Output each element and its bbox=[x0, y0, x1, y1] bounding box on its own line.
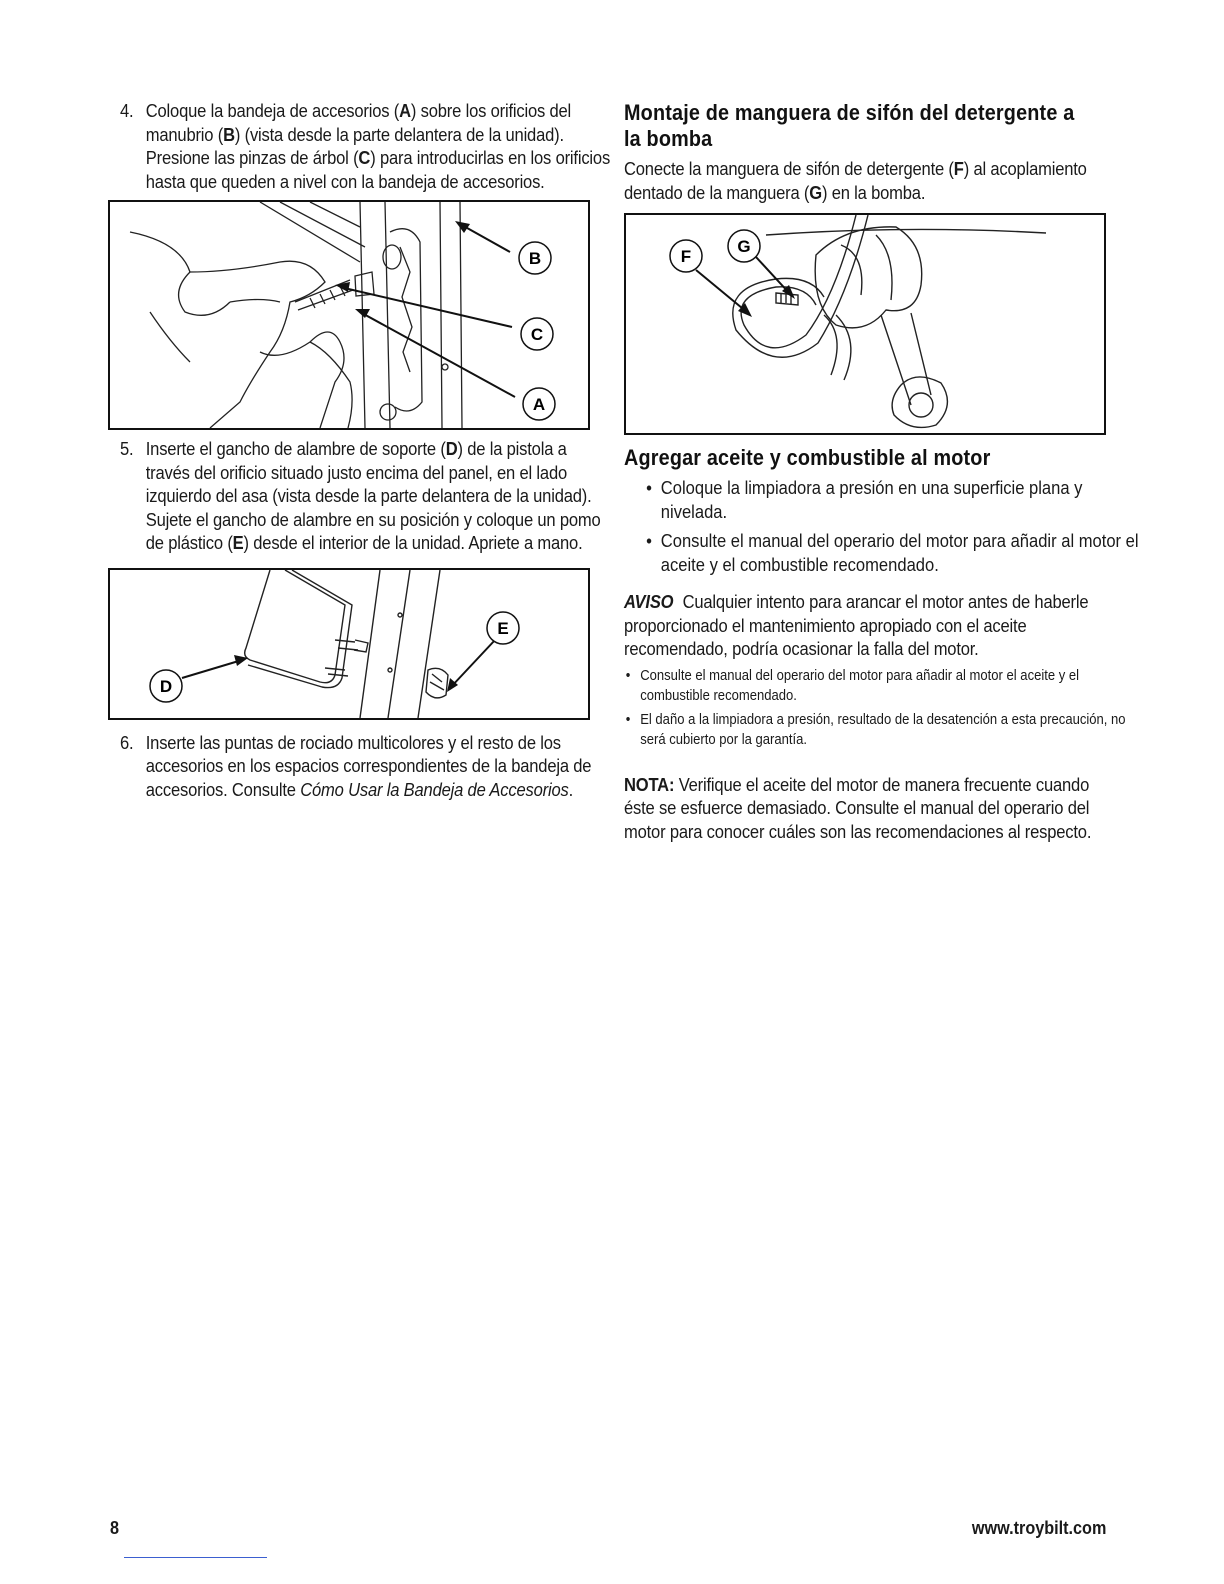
label-a: A bbox=[532, 395, 546, 414]
website-url: www.troybilt.com bbox=[971, 1518, 1106, 1538]
label-c: C bbox=[530, 325, 544, 344]
nota-label: NOTA: bbox=[624, 774, 675, 795]
left-column bbox=[120, 100, 611, 802]
illustration-pump-siphon bbox=[626, 215, 1104, 433]
label-f: F bbox=[680, 247, 692, 266]
aviso-label: AVISO bbox=[624, 592, 674, 612]
list-item: • Consulte el manual del operario del motor para añadir al motor el aceite y el combustible recomendado. bbox=[624, 530, 1139, 577]
step-4: 4. Coloque la bandeja de accesorios (A) sobre los orificios del manubrio (B) (vista desde la parte delantera de la unidad). Presione las pinzas de árbol (C) para introducirlas en los orificios hasta que queden a nivel con la bandeja de accesorios. bbox=[120, 101, 611, 192]
callout-b bbox=[455, 221, 551, 274]
step-number: 4. bbox=[120, 101, 134, 121]
nota-paragraph: NOTA: Verifique el aceite del motor de manera frecuente cuando éste se esfuerce demasiado. Consulte el manual del operario del motor para conocer cuáles son las recomendaciones al respecto. bbox=[624, 774, 1092, 842]
label-d: D bbox=[159, 676, 173, 696]
list-item: • El daño a la limpiadora a presión, resultado de la desatención a esta precaución, no será cubierto por la garantía. bbox=[624, 710, 1126, 750]
siphon-paragraph: Conecte la manguera de sifón de detergente (F) al acoplamiento dentado de la manguera (G) en la bomba. bbox=[624, 159, 1087, 203]
footer-rule bbox=[124, 1557, 267, 1558]
heading-oil-fuel: Agregar aceite y combustible al motor bbox=[624, 445, 991, 470]
illustration-hand-tree-clip bbox=[110, 202, 588, 428]
label-b: B bbox=[528, 249, 542, 268]
label-g: G bbox=[737, 237, 751, 256]
list-item: • Consulte el manual del operario del motor para añadir al motor el aceite y el combustible recomendado. bbox=[624, 666, 1126, 706]
aviso-paragraph: AVISO Cualquier intento para arancar el motor antes de haberle proporcionado el mantenimiento apropiado con el aceite recomendado, podría ocasionar la falla del motor. bbox=[624, 592, 1089, 659]
step-number: 6. bbox=[120, 732, 134, 753]
step-5: 5. Inserte el gancho de alambre de soporte (D) de la pistola a través del orificio situado justo encima del panel, en el lado izquierdo del asa (vista desde la parte delantera de la unidad). Sujete el gancho de alambre en su posición y coloque un pomo de plástico (E) desde el interior de la unidad. Apriete a mano. bbox=[120, 439, 601, 553]
callout-g bbox=[728, 230, 795, 299]
figure-pump-hose bbox=[624, 213, 1106, 435]
figure-gun-hook bbox=[108, 568, 590, 720]
step-6: 6. Inserte las puntas de rociado multicolores y el resto de los accesorios en los espacios correspondientes de la bandeja de accesorios. Consulte Cómo Usar la Bandeja de Accesorios. bbox=[120, 732, 592, 800]
label-e: E bbox=[497, 618, 509, 638]
step-number: 5. bbox=[120, 439, 134, 459]
callout-e bbox=[447, 612, 519, 692]
oil-bullet-list bbox=[624, 477, 1139, 577]
page-number: 8 bbox=[110, 1518, 120, 1538]
aviso-bullet-list bbox=[624, 666, 1126, 750]
figure-accessory-tray bbox=[108, 200, 590, 430]
callout-d bbox=[150, 655, 248, 702]
right-column bbox=[624, 100, 1139, 844]
illustration-wire-hook-knob bbox=[110, 570, 588, 718]
list-item: • Coloque la limpiadora a presión en una superficie plana y nivelada. bbox=[624, 477, 1139, 524]
heading-siphon-hose: Montaje de manguera de sifón del detergente a la bomba bbox=[624, 100, 1075, 151]
cross-reference: Cómo Usar la Bandeja de Accesorios bbox=[300, 779, 569, 800]
